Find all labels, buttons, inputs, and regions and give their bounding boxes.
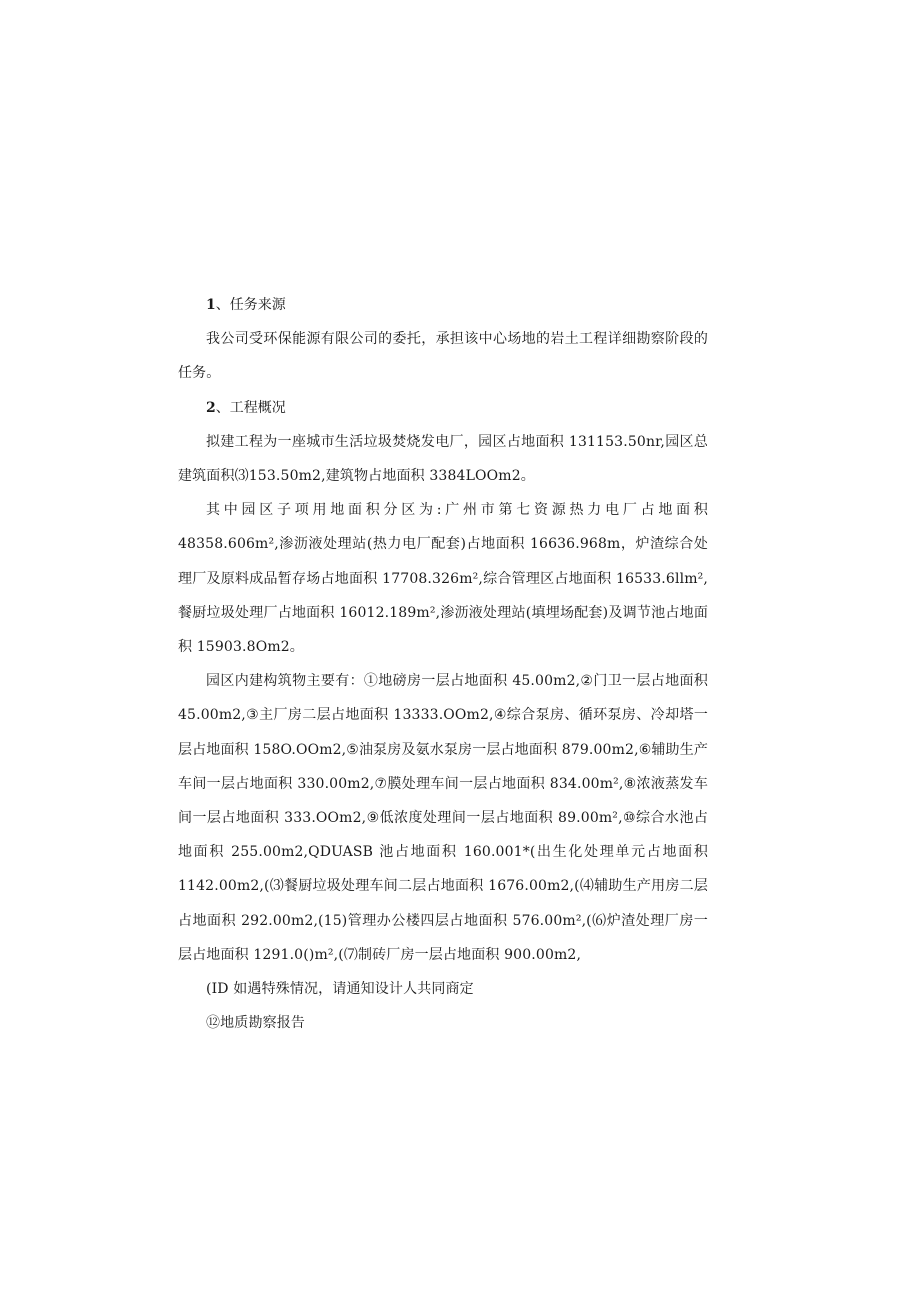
section-1-body: 我公司受环保能源有限公司的委托，承担该中心场地的岩土工程详细勘察阶段的任务。: [178, 331, 708, 382]
sub-area-paragraph: 其中园区子项用地面积分区为:广州市第七资源热力电厂占地面积 48358.606m²,渗沥液处理站(热力电厂配套)占地面积 16636.968m，炉渣综合处理厂及原料成品暂存场占地面积 17708.326m²,综合管理区占地面积 16533.6llm²,餐厨垃圾处理厂占地面积 16012.189m²,渗沥液处理站(填埋场配套)及调节池占地面积 15903.8Om2。: [178, 502, 708, 656]
geological-report-item: ⑫地质勘察报告: [206, 1015, 306, 1032]
section-2-number: 2: [206, 399, 216, 416]
document-body: [178, 288, 708, 1040]
buildings-paragraph: 园区内建构筑物主要有：①地磅房一层占地面积 45.00m2,②门卫一层占地面积 45.00m2,③主厂房二层占地面积 13333.OOm2,④综合泵房、循环泵房、冷却塔一层占地面积 158O.OOm2,⑤油泵房及氨水泵房一层占地面积 879.00m2,⑥辅助生产车间一层占地面积 330.00m2,⑦膜处理车间一层占地面积 834.00m²,⑧浓液蒸发车间一层占地面积 333.OOm2,⑨低浓度处理间一层占地面积 89.00m²,⑩综合水池占地面积 255.00m2,QDUASB 池占地面积 160.001*(出生化处理单元占地面积 1142.00m2,(⑶餐厨垃圾处理车间二层占地面积 1676.00m2,(⑷辅助生产用房二层占地面积 292.00m2,(15)管理办公楼四层占地面积 576.00m²,(⑹炉渣处理厂房一层占地面积 1291.0()m²,(⑺制砖厂房一层占地面积 900.00m2,: [178, 673, 708, 963]
section-1-heading: [178, 288, 708, 322]
special-note-paragraph: (ID 如遇特殊情况，请通知设计人共同商定: [206, 981, 474, 998]
section-1-number: 1: [206, 297, 216, 313]
section-2-title: 、工程概况: [215, 399, 286, 416]
project-overview-paragraph: 拟建工程为一座城市生活垃圾焚烧发电厂，园区占地面积 131153.50nr,园区总建筑面积⑶153.50m2,建筑物占地面积 3384LOOm2。: [178, 433, 708, 485]
section-2-heading: [178, 391, 708, 425]
section-1-title: 、任务来源: [215, 297, 286, 313]
